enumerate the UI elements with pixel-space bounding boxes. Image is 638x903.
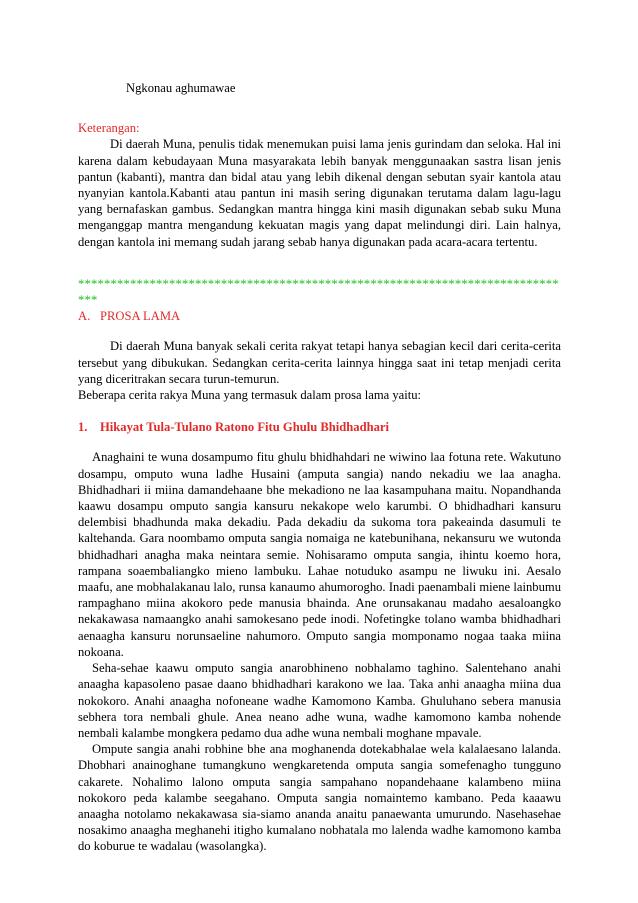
section-a-number: A.	[78, 309, 91, 324]
story-1-title: Hikayat Tula-Tulano Ratono Fitu Ghulu Bhidhadhari	[100, 420, 389, 435]
section-a-intro-2: Beberapa cerita rakya Muna yang termasuk dalam prosa lama yaitu:	[78, 388, 422, 403]
keterangan-paragraph: Di daerah Muna, penulis tidak menemukan puisi lama jenis gurindam dan seloka. Hal ini karena dalam kebudayaan Muna masyarakata lebih banyak menggunaakan sastra lisan jenis pantun (kabanti), mantra dan bidal atau yang lebih dikenal dengan sebutan syair kantola atau nyanyian kantola.Kabanti atau pantun ini masih sering digunakan terutama dalam lagu-lagu yang bernafaskan gambus. Sedangkan mantra hingga kini masih digunakan sebab suku Muna menganggap mantra mengandung kekuatan magis yang dapat melindungi diri. Lain halnya, dengan kantola ini memang sudah jarang sebab hanya digunakan pada acara-acara tertentu.	[78, 137, 561, 249]
keterangan-label: Keterangan:	[78, 121, 140, 136]
story-1-paragraph-3: Ompute sangia anahi robhine bhe ana moghanenda dotekabhalae wela kalalaesano lalanda. Dhobhari anainoghane tumangkuno wengkaretenda omputa sangia somefenagho tungguno cakarete. Nohalimo lalono omputa sangia sampahano nopandehaane kalambeno miina nokokoro peda kalambe seegahano. Omputa sangia nomaintemo kambano. Peda kaaawu anaagha notolamo nekakawasa sia-siamo ananda anaitu panaewanta umurundo. Nasehasehae nosakimo anaagha meghanehi itigho kumalano nobhatala mo lalenda wadhe kamomono kamba do koburue te wadalau (wasolangka).	[78, 742, 561, 854]
document-page	[78, 80, 561, 855]
story-1-paragraph-1: Anaghaini te wuna dosampumo fitu ghulu bhidhahdari ne wiwino laa fotuna rete. Wakutuno dosampu, omputo wuna ladhe Husaini (amputa sangia) nando nekadiu we laa anagha. Bhidhadhari ii miina damandehaane bhe mekadiono ne laa kasampuhana maitu. Nopandhanda kaawu dosampu omputo sangia kansuru nekakope welo karumbi. O bhidhadhari kansuru delembisi bhadhunda maka dekadiu. Pada dekadiu da sukoma tora pakeainda dasumuli te kaltehanda. Gara noombamo omputa sangia nomaiga ne katebunihana, nekansuru we wutonda bhidhadhari anagha maka neintara semie. Nohisaramo omputa sangia, ihintu koemo hora, rampana soaembaliangko mieno lambuku. Lahae notuduko asampu ne liwuku ini. Aesalo maafu, ane mobhalakanau lalo, runsa kanaumo ahumorogho. Inadi paenambali miene lainbumu rampaghano miina akokoro pede manusia bhainda. Ane orunsakanau madaho aesaloangko nekakawasa namaangko anahi samokesano pede inodi. Nofetingke tolano wamba bhidhadhari aenaagha kansuru norunsaeline nahumoro. Omputo sangia momponamo nogaa taaka miina nokoana.	[78, 450, 561, 659]
story-1-number: 1.	[78, 420, 88, 435]
story-1-paragraph-2: Seha-sehae kaawu omputo sangia anarobhineno nobhalamo taghino. Salentehano anahi anaagha kapasoleno pasae daano bhidhadhari karakono we laa. Taka anhi anaagha miina dua nokokoro. Anahi anaagha nofoneane wadhe Kamomono Kamba. Ghuluhano sebera manusia sebhera tora nembali ghule. Anea neano adhe wuna, wadhe kamomono kamba nohende nembali kalambe mongkera pedamo dua adhe wuna nembali moghane mpavale.	[78, 661, 561, 740]
section-a-heading	[78, 308, 561, 324]
star-separator: *****************************************************************************	[78, 276, 559, 308]
story-1-heading	[78, 419, 561, 435]
poem-last-line: Ngkonau aghumawae	[126, 81, 236, 95]
section-a-intro: Di daerah Muna banyak sekali cerita rakyat tetapi hanya sebagian kecil dari cerita-cerita tersebut yang dibukukan. Sedangkan cerita-cerita lainnya hingga saat ini tetap menjadi cerita yang diceritrakan secara turun-temurun.	[78, 339, 561, 386]
section-a-title: PROSA LAMA	[100, 309, 181, 324]
